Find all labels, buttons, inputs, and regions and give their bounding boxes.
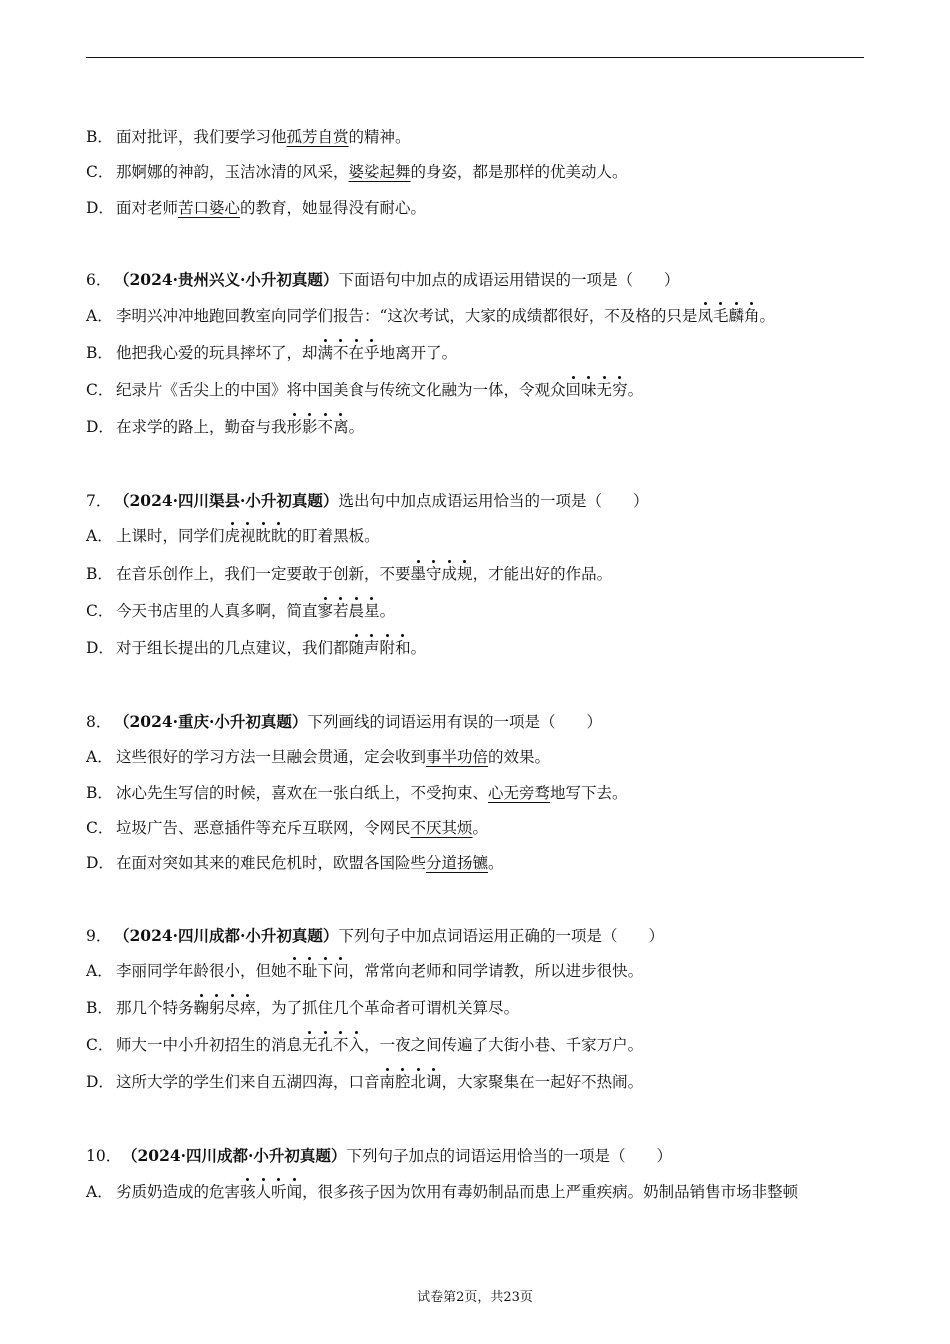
- question-6-stem: 6． （2024·贵州兴义·小升初真题）下面语句中加点的成语运用错误的一项是（ ）: [86, 270, 680, 289]
- q8-option-c: C． 垃圾广告、恶意插件等充斥互联网，令网民不厌其烦。: [86, 819, 489, 837]
- underlined-idiom: 孤芳自赏: [286, 128, 349, 146]
- q9-option-c: C． 师大一中小升初招生的消息无孔不入，一夜之间传遍了大街小巷、千家万户。: [86, 1036, 644, 1054]
- page-footer: 试卷第2页，共23页: [417, 1290, 533, 1305]
- dotted-idiom: 满不在乎: [317, 344, 380, 362]
- q9-option-d: D． 这所大学的学生们来自五湖四海，口音南腔北调，大家聚集在一起好不热闹。: [86, 1073, 644, 1091]
- underlined-idiom: 分道扬镳: [426, 854, 489, 872]
- q10-option-a: A． 劣质奶造成的危害骇人听闻，很多孩子因为饮用有毒奶制品而患上严重疾病。奶制品销售市场非整顿: [86, 1183, 799, 1201]
- q8-option-d: D． 在面对突如其来的难民危机时，欧盟各国险些分道扬镳。: [86, 854, 504, 872]
- q5-option-b: B． 面对批评，我们要学习他孤芳自赏的精神。: [86, 128, 411, 146]
- q6-option-d: D． 在求学的路上，勤奋与我形影不离。: [86, 418, 365, 436]
- q5-option-c: C． 那婀娜的神韵，玉洁冰清的风采，婆娑起舞的身姿，都是那样的优美动人。: [86, 163, 628, 181]
- dotted-idiom: 寥若晨星: [317, 602, 380, 620]
- question-source: （2024·四川成都·小升初真题）: [114, 926, 339, 945]
- question-9-stem: 9． （2024·四川成都·小升初真题）下列句子中加点词语运用正确的一项是（ ）: [86, 926, 664, 945]
- q6-option-c: C． 纪录片《舌尖上的中国》将中国美食与传统文化融为一体，令观众回味无穷。: [86, 381, 644, 399]
- q7-option-d: D． 对于组长提出的几点建议，我们都随声附和。: [86, 639, 427, 657]
- dotted-idiom: 不耻下问: [286, 962, 349, 980]
- dotted-idiom: 鞠躬尽瘁: [193, 999, 256, 1017]
- underlined-idiom: 不厌其烦: [410, 819, 473, 837]
- header-rule: [86, 57, 864, 58]
- question-source: （2024·四川渠县·小升初真题）: [114, 491, 339, 510]
- q7-option-b: B． 在音乐创作上，我们一定要敢于创新，不要墨守成规，才能出好的作品。: [86, 565, 613, 583]
- question-source: （2024·重庆·小升初真题）: [114, 712, 308, 731]
- dotted-idiom: 虎视眈眈: [224, 527, 287, 545]
- dotted-idiom: 回味无穷: [565, 381, 628, 399]
- dotted-idiom: 南腔北调: [379, 1073, 442, 1091]
- dotted-idiom: 墨守成规: [410, 565, 473, 583]
- q7-option-c: C． 今天书店里的人真多啊，简直寥若晨星。: [86, 602, 396, 620]
- dotted-idiom: 骇人听闻: [240, 1183, 303, 1201]
- q6-option-a: A． 李明兴冲冲地跑回教室向同学们报告：“这次考试，大家的成绩都很好，不及格的只是凤毛麟角。: [86, 307, 776, 325]
- question-7-stem: 7． （2024·四川渠县·小升初真题）选出句中加点成语运用恰当的一项是（ ）: [86, 491, 649, 510]
- dotted-idiom: 凤毛麟角: [697, 307, 760, 325]
- question-source: （2024·四川成都·小升初真题）: [122, 1146, 347, 1165]
- q8-option-a: A． 这些很好的学习方法一旦融会贯通，定会收到事半功倍的效果。: [86, 748, 551, 766]
- underlined-idiom: 婆娑起舞: [348, 163, 411, 181]
- underlined-idiom: 事半功倍: [426, 748, 489, 766]
- question-10-stem: 10．（2024·四川成都·小升初真题）下列句子加点的词语运用恰当的一项是（ ）: [86, 1146, 672, 1165]
- question-source: （2024·贵州兴义·小升初真题）: [114, 270, 339, 289]
- q6-option-b: B． 他把我心爱的玩具摔坏了，却满不在乎地离开了。: [86, 344, 458, 362]
- underlined-idiom: 心无旁骛: [488, 784, 551, 802]
- question-8-stem: 8． （2024·重庆·小升初真题）下列画线的词语运用有误的一项是（ ）: [86, 712, 602, 731]
- q5-option-d: D． 面对老师苦口婆心的教育，她显得没有耐心。: [86, 199, 427, 217]
- q9-option-a: A． 李丽同学年龄很小，但她不耻下问，常常向老师和同学请教，所以进步很快。: [86, 962, 644, 980]
- q9-option-b: B． 那几个特务鞠躬尽瘁，为了抓住几个革命者可谓机关算尽。: [86, 999, 520, 1017]
- dotted-idiom: 随声附和: [348, 639, 411, 657]
- q8-option-b: B． 冰心先生写信的时候，喜欢在一张白纸上，不受拘束、心无旁骛地写下去。: [86, 784, 628, 802]
- q7-option-a: A． 上课时，同学们虎视眈眈的盯着黑板。: [86, 527, 380, 545]
- underlined-idiom: 苦口婆心: [178, 199, 241, 217]
- dotted-idiom: 形影不离: [286, 418, 349, 436]
- dotted-idiom: 无孔不入: [302, 1036, 365, 1054]
